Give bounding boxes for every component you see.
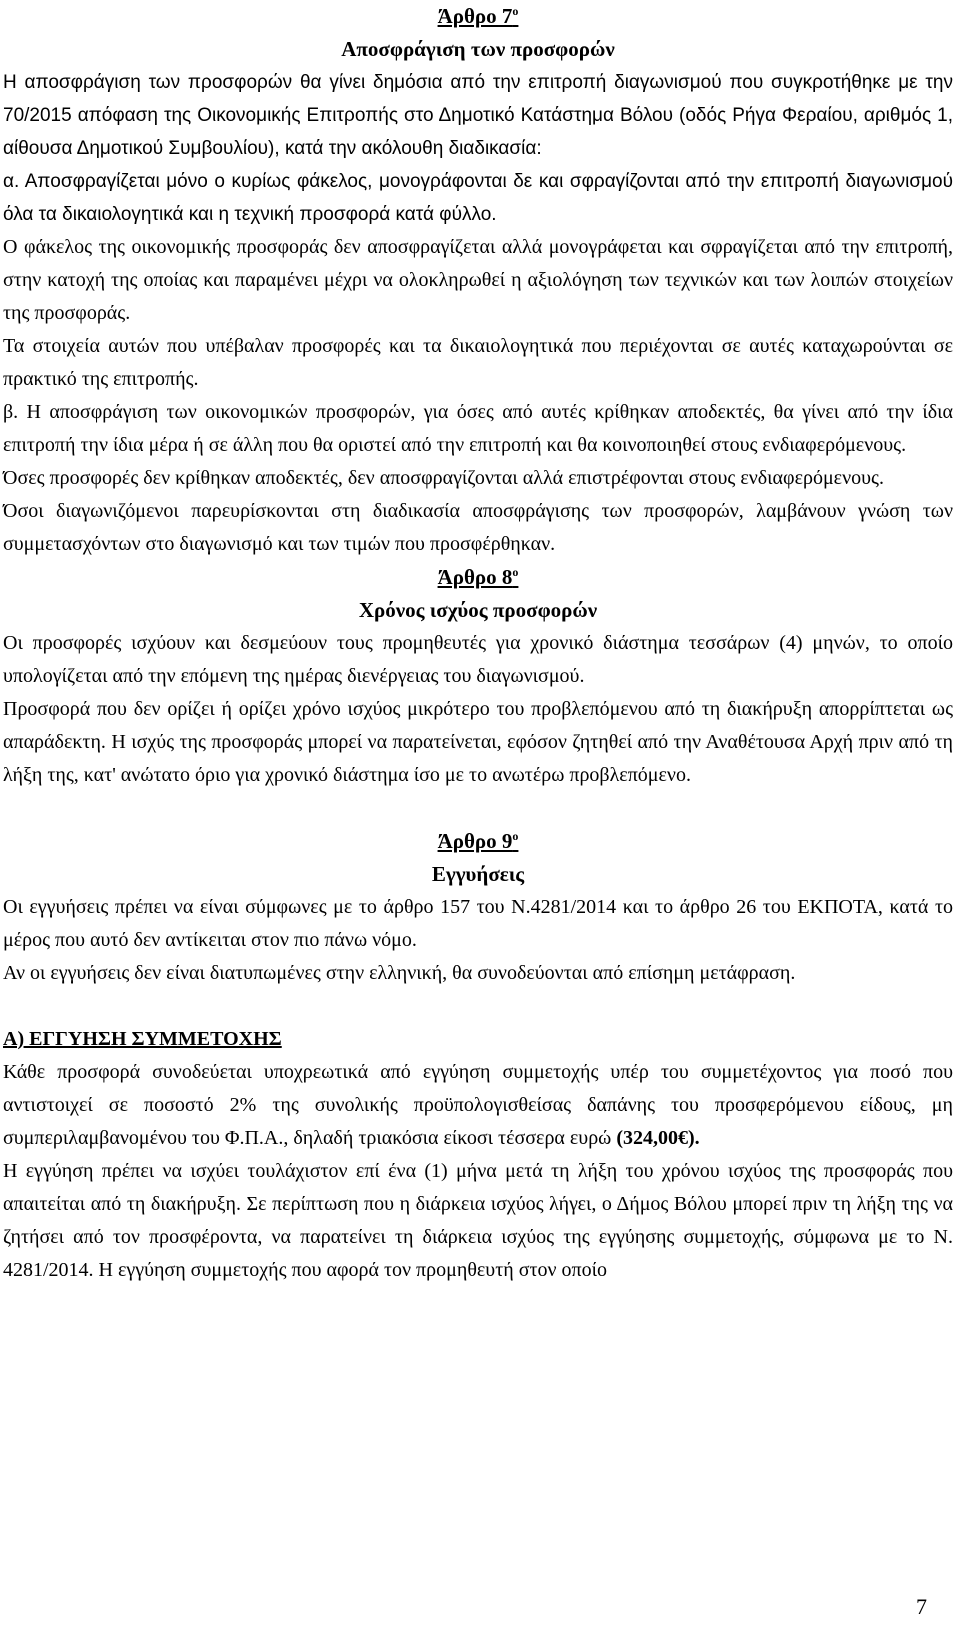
ordinal-superscript: ο: [512, 4, 519, 18]
article-9-translation: Αν οι εγγυήσεις δεν είναι διατυπωμένες στην ελληνική, θα συνοδεύονται από επίσημη μετάφραση.: [3, 962, 796, 984]
section-a-guarantee-amount: Κάθε προσφορά συνοδεύεται υποχρεωτικά από εγγύηση συμμετοχής υπέρ του συμμετέχοντος για ποσό που αντιστοιχεί σε ποσοστό 2% της συνολικής προϋπολογισθείσας δαπάνης του προσφερόμενου είδους, μη συμπεριλαμβανομένου του Φ.Π.Α., δηλαδή τριακόσια είκοσι τέσσερα ευρώ (324,00€).: [3, 1061, 953, 1149]
ordinal-superscript: ο: [512, 565, 519, 579]
ordinal-superscript: ο: [512, 829, 519, 843]
spacer: [3, 792, 953, 825]
article-7-financial-envelope: Ο φάκελος της οικονομικής προσφοράς δεν αποσφραγίζεται αλλά μονογράφεται και σφραγίζεται από την επιτροπή, στην κατοχή της οποίας και παραμένει μέχρι να ολοκληρωθεί η αξιολόγηση των τεχνικών και των λοιπών στοιχείων της προσφοράς.: [3, 236, 953, 324]
article-7-intro: Η αποσφράγιση των προσφορών θα γίνει δημόσια από την επιτροπή διαγωνισμού που συγκροτήθηκε με την 70/2015 απόφαση της Οικονομικής Επιτροπής στο Δημοτικό Κατάστημα Βόλου (οδός Ρήγα Φεραίου, αριθμός 1, αίθουσα Δημοτικού Συμβουλίου), κατά την ακόλουθη διαδικασία:: [3, 72, 953, 159]
article-8-validity: Οι προσφορές ισχύουν και δεσμεύουν τους προμηθευτές για χρονικό διάστημα τεσσάρων (4) μηνών, το οποίο υπολογίζεται από την επόμενη της ημέρας διενέργειας του διαγωνισμού.: [3, 632, 953, 687]
article-8-subtitle: Χρόνος ισχύος προσφορών: [358, 598, 598, 622]
article-7-heading: Άρθρο $7^o$: [437, 4, 519, 28]
article-7-subtitle: Αποσφράγιση των προσφορών: [341, 37, 615, 61]
document-page: [3, 0, 953, 1287]
article-9-subtitle: Εγγυήσεις: [431, 862, 525, 886]
article-8-heading: Άρθρο $8^o$: [437, 565, 519, 589]
article-7-item-a: α. Αποσφραγίζεται μόνο ο κυρίως φάκελος, μονογράφονται δε και σφραγίζονται από την επιτροπή διαγωνισμού όλα τα δικαιολογητικά και η τεχνική προσφορά κατά φύλλο.: [3, 171, 953, 225]
article-7-rejected: Όσες προσφορές δεν κρίθηκαν αποδεκτές, δεν αποσφραγίζονται αλλά επιστρέφονται στους ενδιαφερόμενους.: [3, 467, 884, 489]
article-9-heading: Άρθρο $9^o$: [437, 829, 519, 853]
article-9-law-reference: Οι εγγυήσεις πρέπει να είναι σύμφωνες με το άρθρο 157 του Ν.4281/2014 και το άρθρο 26 του ΕΚΠΟΤΑ, κατά το μέρος που αυτό δεν αντίκειται στον πιο πάνω νόμο.: [3, 896, 953, 951]
guarantee-amount: (324,00€).: [616, 1127, 700, 1149]
article-7-records: Τα στοιχεία αυτών που υπέβαλαν προσφορές και τα δικαιολογητικά που περιέχονται σε αυτές καταχωρούνται σε πρακτικό της επιτροπής.: [3, 335, 953, 390]
spacer: [3, 990, 953, 1023]
article-7-item-b: β. Η αποσφράγιση των οικονομικών προσφορών, για όσες από αυτές κρίθηκαν αποδεκτές, θα γίνει από την ίδια επιτροπή την ίδια μέρα ή σε άλλη που θα οριστεί από την επιτροπή και θα κοινοποιηθεί στους ενδιαφερόμενους.: [3, 401, 953, 456]
section-a-guarantee-validity: Η εγγύηση πρέπει να ισχύει τουλάχιστον επί ένα (1) μήνα μετά τη λήξη του χρόνου ισχύος της προσφοράς που απαιτείται από τη διακήρυξη. Σε περίπτωση που η διάρκεια ισχύος λήγει, ο Δήμος Βόλου μπορεί πριν τη λήξη της να ζητήσει από τον προσφέροντα, να παρατείνει τη διάρκεια ισχύος της εγγύησης συμμετοχής, σύμφωνα με το Ν. 4281/2014. Η εγγύηση συμμετοχής που αφορά τον προμηθευτή στον οποίο: [3, 1160, 953, 1281]
article-8-extension: Προσφορά που δεν ορίζει ή ορίζει χρόνο ισχύος μικρότερο του προβλεπόμενου από τη διακήρυξη απορρίπτεται ως απαράδεκτη. Η ισχύς της προσφοράς μπορεί να παρατείνεται, εφόσον ζητηθεί από την Αναθέτουσα Αρχή πριν από τη λήξη της, κατ' ανώτατο όριο για χρονικό διάστημα ίσο με το ανωτέρω προβλεπόμενο.: [3, 698, 953, 786]
page-number: 7: [916, 1594, 927, 1619]
article-7-present: Όσοι διαγωνιζόμενοι παρευρίσκονται στη διαδικασία αποσφράγισης των προσφορών, λαμβάνουν γνώση των συμμετασχόντων στο διαγωνισμό και των τιμών που προσφέρθηκαν.: [3, 500, 953, 555]
section-a-title: Α) ΕΓΓΥΗΣΗ ΣΥΜΜΕΤΟΧΗΣ: [3, 1028, 282, 1050]
